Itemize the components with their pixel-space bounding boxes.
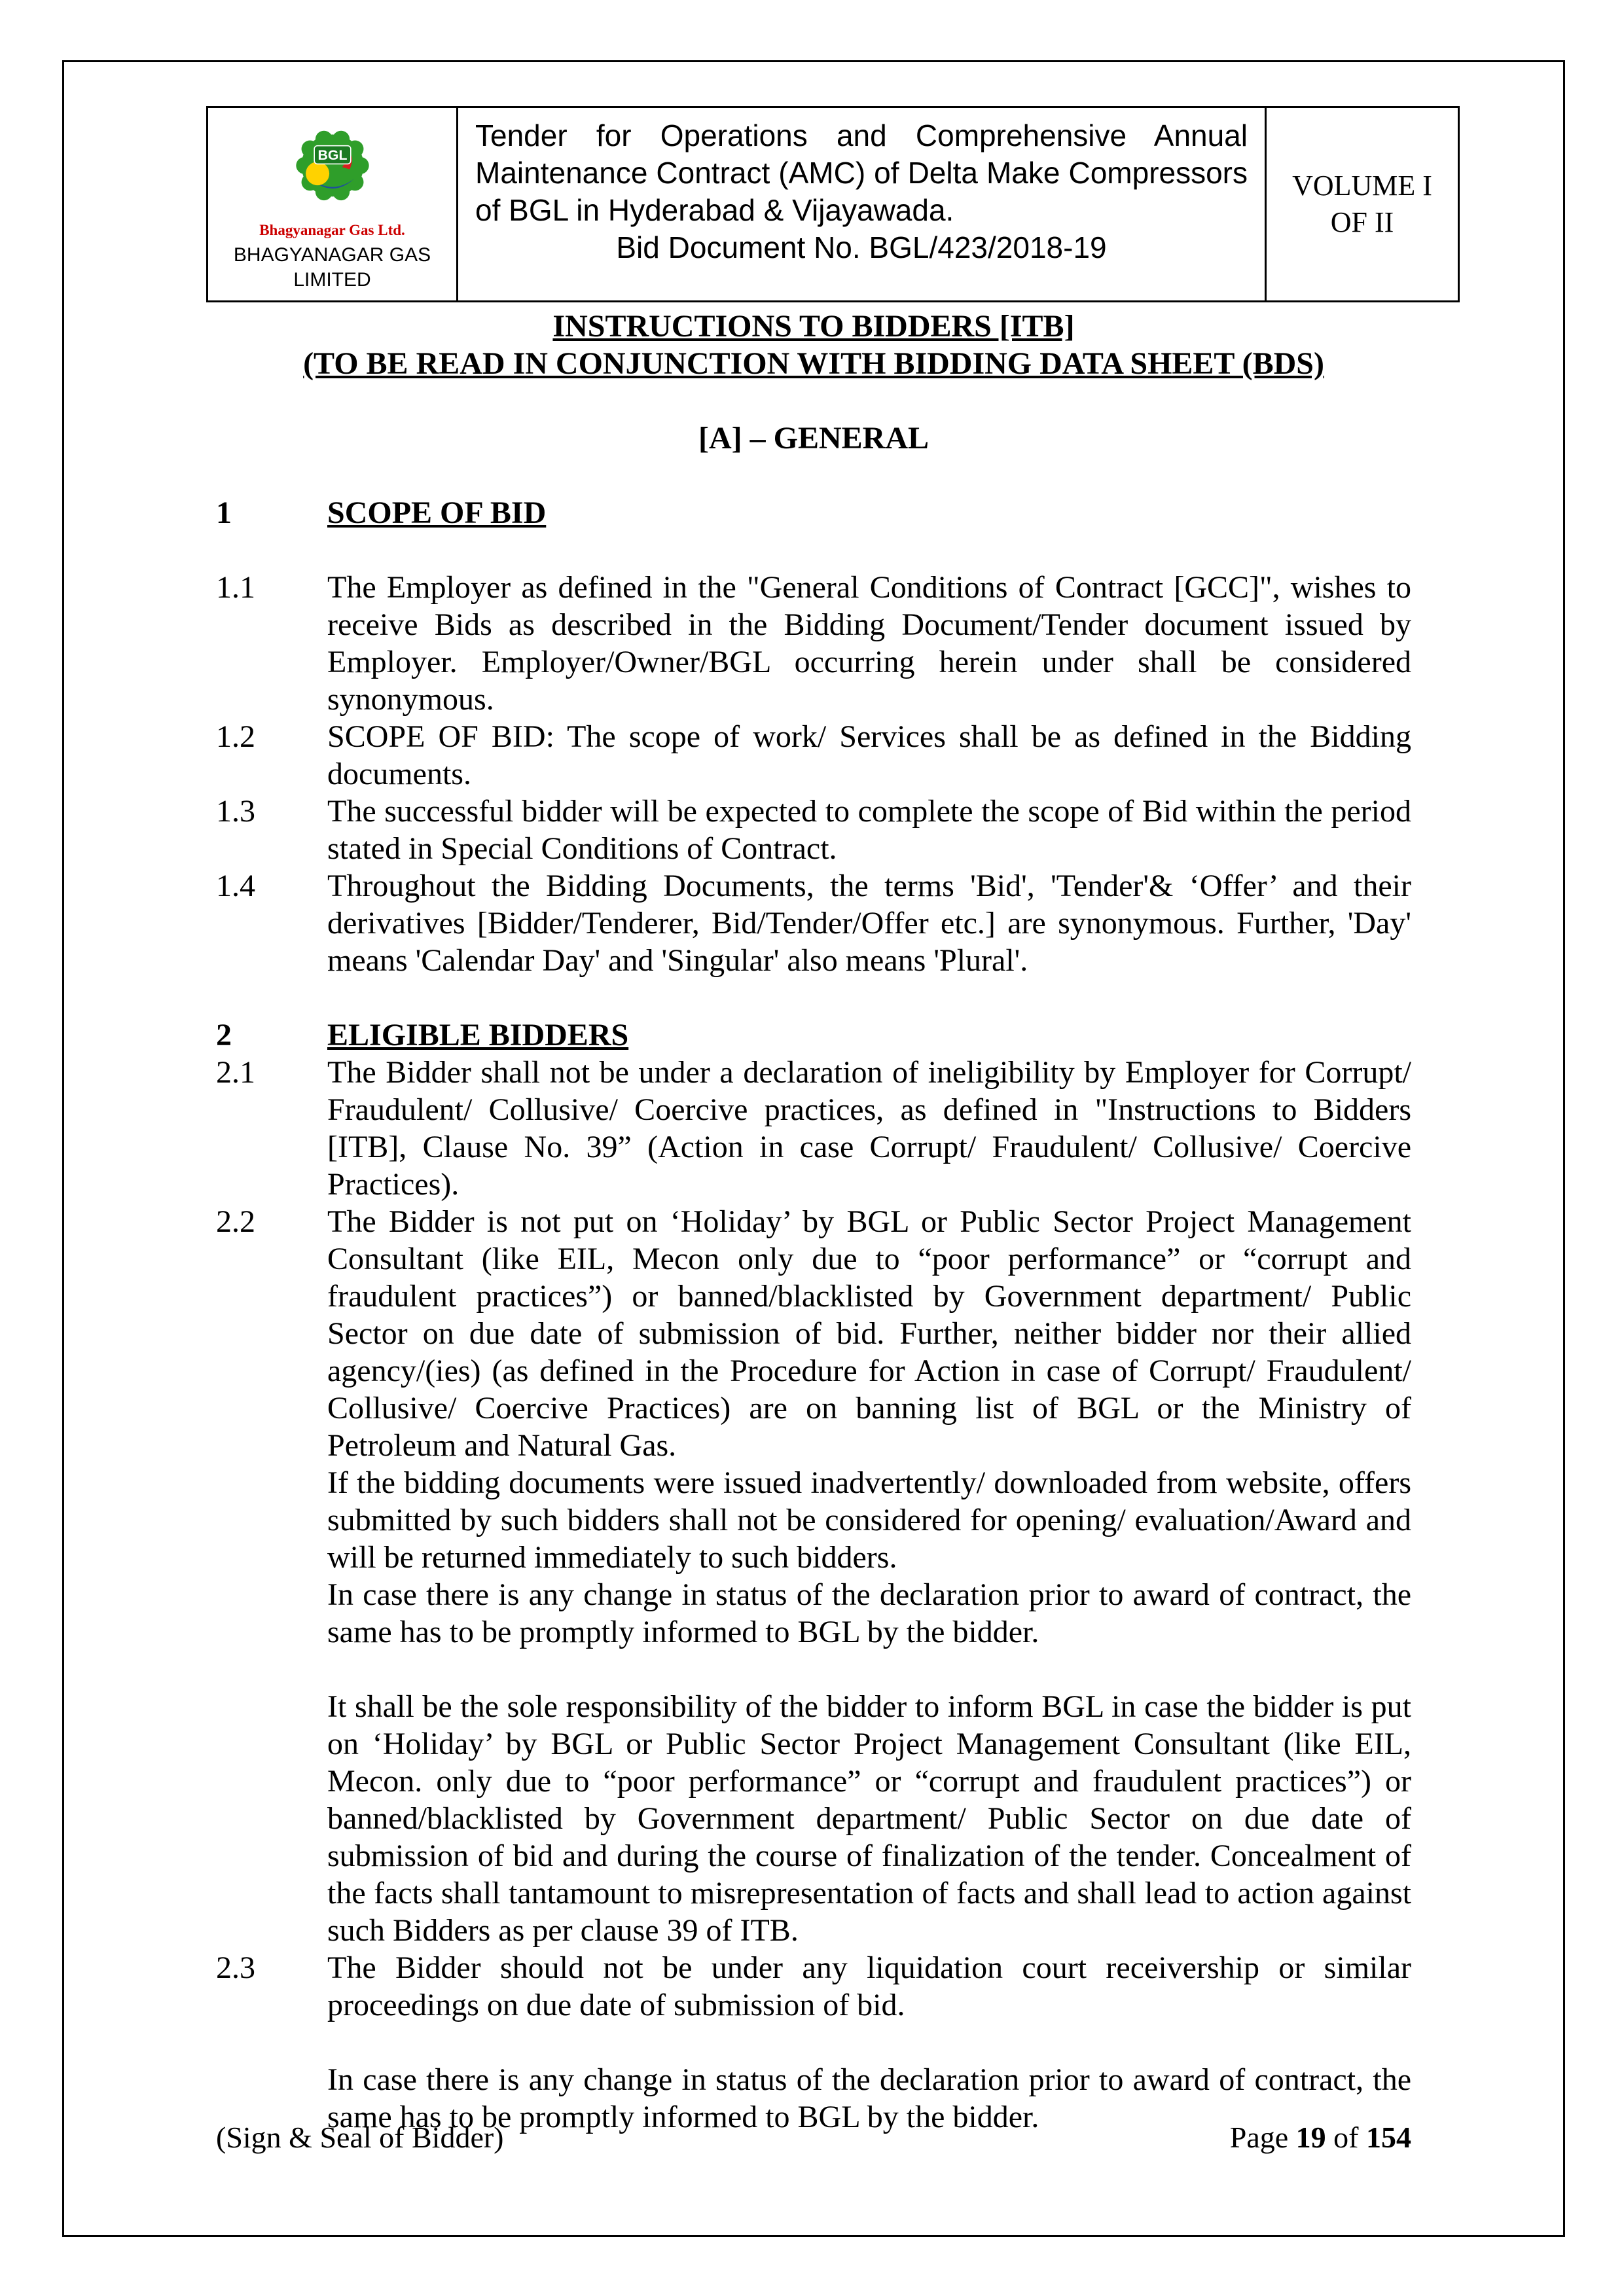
clause-2-2-para-4: It shall be the sole responsibility of the bidder to inform BGL in case the bidder is put on ‘Holiday’ by BGL or Public Sector Project Management Consultant (like EIL, Mecon. only due to “poor performance” or “corrupt and fraudulent practices”) or banned/blacklisted by Government department/ Public Sector on due date of submission of bid and during the course of finalization of the tender. Concealment of the facts shall tantamount to misrepresentation of facts and shall lead to action against such Bidders as per clause 39 of ITB.	[327, 1689, 1411, 1948]
org-name-line2: LIMITED	[293, 269, 371, 291]
section-heading-1	[216, 494, 1411, 531]
page-number: 19	[1295, 2121, 1326, 2154]
clause-1-2	[216, 718, 1411, 793]
logo-cell	[206, 106, 458, 302]
clause-1-4	[216, 867, 1411, 979]
volume-line1: VOLUME I	[1292, 170, 1432, 202]
spacer	[216, 2024, 1411, 2061]
logo-rosette	[296, 131, 369, 200]
clause-text: The Employer as defined in the "General Conditions of Contract [GCC]", wishes to receive Bids as described in the Bidding Document/Tender document issued by Employer. Employer/Owner/BGL occurring herein under shall be considered synonymous.	[327, 570, 1411, 717]
clause-text: The Bidder is not put on ‘Holiday’ by BGL or Public Sector Project Management Consultant (like EIL, Mecon only due to “poor performance” or “corrupt and fraudulent practices”) or banned/blacklisted by Government department/ Public Sector on due date of submission of bid. Further, neither bidder nor their allied agency/(ies) (as defined in the Procedure for Action in case of Corrupt/ Fraudulent/ Collusive/ Coercive Practices) are on banning list of BGL or the Ministry of Petroleum and Natural Gas.	[327, 1204, 1411, 1463]
spacer	[216, 979, 1411, 1016]
section-a-general: [A] – GENERAL	[698, 421, 929, 456]
clause-number: 1.2	[216, 719, 255, 754]
page-label: Page	[1229, 2121, 1289, 2154]
document-subtitle: (TO BE READ IN CONJUNCTION WITH BIDDING DATA SHEET (BDS)	[303, 346, 1324, 381]
logo-yellow-sun	[306, 162, 329, 185]
bid-document-number: Bid Document No. BGL/423/2018-19	[616, 230, 1107, 264]
spacer	[216, 382, 1411, 420]
section-title: ELIGIBLE BIDDERS	[327, 1018, 629, 1052]
spacer	[216, 457, 1411, 494]
sign-seal-label: (Sign & Seal of Bidder)	[216, 2121, 504, 2154]
clause-text: The Bidder should not be under any liquidation court receivership or similar proceedings on due date of submission of bid.	[327, 1950, 1411, 2022]
clause-2-2	[216, 1203, 1411, 1464]
document-body	[216, 308, 1411, 2136]
clause-number: 1.1	[216, 570, 255, 605]
clause-1-3	[216, 793, 1411, 867]
clause-2-3-para-2: In case there is any change in status of the declaration prior to award of contract, the same has to be promptly informed to BGL by the bidder.	[327, 2062, 1411, 2134]
page-indicator	[1230, 2119, 1411, 2156]
page-footer	[216, 2119, 1411, 2156]
logo-subtitle: Bhagyanagar Gas Ltd.	[259, 222, 405, 238]
document-header	[206, 106, 1460, 302]
section-heading-2	[216, 1016, 1411, 1054]
spacer	[216, 1651, 1411, 1688]
section-number: 2	[216, 1018, 232, 1052]
clause-text: Throughout the Bidding Documents, the terms 'Bid', 'Tender'& ‘Offer’ and their derivatives [Bidder/Tenderer, Bid/Tender/Offer etc.] are synonymous. Further, 'Day' means 'Calendar Day' and 'Singular' also means 'Plural'.	[327, 869, 1411, 978]
clause-2-2-para-3: In case there is any change in status of the declaration prior to award of contract, the same has to be promptly informed to BGL by the bidder.	[327, 1577, 1411, 1649]
page-total: 154	[1366, 2121, 1411, 2154]
section-title: SCOPE OF BID	[327, 495, 547, 530]
clause-1-1	[216, 569, 1411, 718]
spacer	[216, 531, 1411, 569]
clause-number: 2.2	[216, 1204, 255, 1239]
clause-text: The Bidder shall not be under a declaration of ineligibility by Employer for Corrupt/ Fraudulent/ Collusive/ Coercive practices, as defined in "Instructions to Bidders [ITB], Clause No. 39” (Action in case Corrupt/ Fraudulent/ Collusive/ Coercive Practices).	[327, 1055, 1411, 1202]
org-name-line1: BHAGYANAGAR GAS	[233, 244, 431, 266]
tender-title: Tender for Operations and Comprehensive Annual Maintenance Contract (AMC) of Delta Make Compressors of BGL in Hyderabad & Vijayawada.	[475, 118, 1248, 227]
clause-2-2-para-2: If the bidding documents were issued inadvertently/ downloaded from website, offers submitted by such bidders shall not be considered for opening/ evaluation/Award and will be returned immediately to such bidders.	[327, 1465, 1411, 1575]
clause-2-3	[216, 1949, 1411, 2024]
logo-bgl-text: BGL	[317, 147, 347, 163]
clause-number: 2.3	[216, 1950, 255, 1985]
clause-number: 2.1	[216, 1055, 255, 1090]
clause-text: SCOPE OF BID: The scope of work/ Services shall be as defined in the Bidding documents.	[327, 719, 1411, 791]
section-number: 1	[216, 495, 232, 530]
document-title: INSTRUCTIONS TO BIDDERS [ITB]	[552, 309, 1075, 344]
clause-number: 1.4	[216, 869, 255, 903]
clause-text: The successful bidder will be expected to complete the scope of Bid within the period stated in Special Conditions of Contract.	[327, 794, 1411, 866]
of-label: of	[1333, 2121, 1359, 2154]
volume-line2: OF II	[1330, 206, 1394, 238]
volume-cell	[1265, 106, 1460, 302]
clause-2-1	[216, 1054, 1411, 1203]
clause-number: 1.3	[216, 794, 255, 829]
bgl-logo	[274, 116, 391, 221]
tender-title-cell	[456, 106, 1267, 302]
